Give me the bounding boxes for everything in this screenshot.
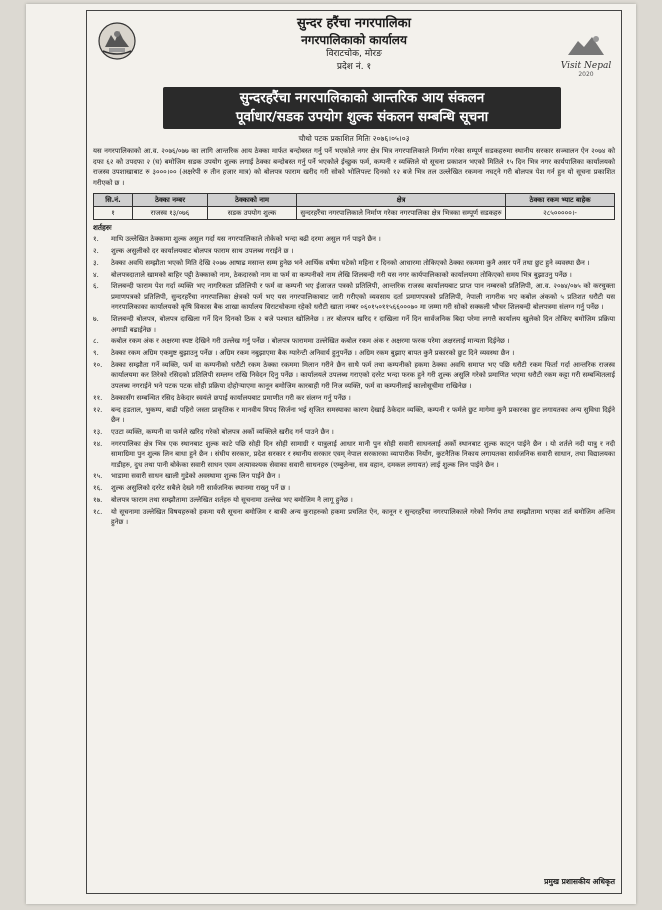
mountain-icon: [566, 33, 606, 57]
term-text: भाडामा सवारी साधन खाली गुडेको अवस्थामा शुल्क लिन पाईने छैन ।: [111, 472, 281, 481]
term-text: बन्द हडताल, भुकम्प, बाढी पहिरो जस्ता प्राकृतिक र मानवीय विपद सिर्जना भई सृजित समस्याका कारण देखाई ठेकेदार व्यक्ति, कम्पनी र फर्मले छुट मागेमा कुनै प्रकारका छुट लगायतका अन्य सुविधा दिईने छैन ।: [111, 405, 615, 425]
list-item: [93, 471, 615, 482]
col-contract-no: ठेक्का नम्बर: [133, 193, 208, 206]
term-number: ११.: [93, 393, 103, 402]
term-text: ठेक्का रकम अग्रिम एकमुष्ट बुझाउनु पर्नेछ । अग्रिम रकम नबुझाएमा बैक ग्यारेन्टी अनिवार्य हुनुपर्नेछ । अग्रिम रकम बुझाए बापत कुनै प्रकारको छुट दिने व्यवस्था छैन ।: [111, 349, 515, 358]
published-date: चौथो पटक प्रकाशित मितिः २०७६।०५।०३: [298, 134, 410, 143]
term-number: १५.: [93, 472, 103, 481]
term-text: शुल्क असुलिको दररेट सबैले देख्ने गरी सार्वजनिक स्थानमा राख्नु पर्ने छ ।: [111, 484, 291, 493]
list-item: [93, 360, 615, 392]
contract-table: [93, 193, 615, 220]
term-text: शुल्क असुलीको दर कार्यालयबाट बोलपत्र फाराम साथ उपलब्ध गराईने छ ।: [111, 246, 294, 255]
list-item: [93, 348, 615, 359]
term-number: १४.: [93, 439, 103, 448]
term-text: ठेक्का अवधि सम्झौता भएको मिति देखि २०७७ आषाढ मसान्त सम्म हुनेछ भने आर्थिक वर्षमा घटेको महिना र दिनको आधारमा तोकिएको ठेक्का रकममा कुनै असर पर्ने तथा छुट हुने व्यवस्था छैन ।: [111, 258, 590, 267]
newspaper-page: [26, 4, 636, 904]
intro-paragraph: यस नगरपालिकाको आ.व. २०७६/०७७ का लागि आन्तरिक आय ठेक्का मार्फत बन्दोबस्त गर्नु पर्ने भएकोले नगर क्षेत्र भित्र नगरपालिकाले निर्माण गरेका सम्पूर्ण सडकहरुमा स्थानीय सरकार सञ्चालन ऐन २०७४ को दफा ६२ को उपदफा २ (घ) बमोजिम सडक उपयोग शुल्क लगाई ठेक्का बन्दोबस्त गर्नु पर्ने भएकोले ईच्छुक फर्म, कम्पनी र व्यक्तिले यो सूचना प्रकाशन भएको मितिले १५ दिन भित्र नगर कार्यपालिका कार्यालयको राजस्व उपशाखाबाट रु ३०००।०० (अक्षरेपी रु तीन हजार मात्र) को बोलपत्र फाराम खरीद गरी सोको भोलिपल्ट दिनको १२ बजे भित्र तल उल्लेखित रकमना नघट्ने गरी बोलपत्र पेश गर्न हुन यो सूचना प्रकाशित गरीएको छ ।: [93, 147, 615, 188]
terms-list: [93, 234, 615, 529]
term-number: ३.: [93, 258, 99, 267]
term-number: १८.: [93, 507, 103, 516]
title-line-1: सुन्दरहरैंचा नगरपालिकाको आन्तरिक आय संकलन: [239, 90, 485, 106]
table-header-row: [94, 193, 615, 206]
visit-nepal-text: Visit Nepal: [560, 61, 612, 71]
list-item: [93, 234, 615, 245]
notice-title-banner: [163, 87, 561, 129]
cell-contract-no: राजस्व १३/०७६: [133, 206, 208, 219]
term-text: नगरपालिका क्षेत्र भित्र एक स्थानबाट शुल्क काटे पछि सोही दिन सोही सामाग्री र यात्रुलाई आधार मानी पुन सोही सवारी साधनलाई अर्को स्थानबाट शुल्क काट्न पाईने छैन । यो शर्तले नदी यात्रु र नदी सामाग्रिमा पुन शुल्क लिन बाधा हुने छैन । संघीय सरकार, प्रदेश सरकार र स्थानीय सरकार एवम् नेपाल सरकारका व्यापारीक निर्योग, कुटनैतिक निकाय लगायतका सार्वजनिक सवारी साधान, तथा विद्यालयका गाडीहरु, दुध तथा पानी बोकेका सवारी साधन एवम अत्यावश्यक सेवाका सवारी साधनहरु (एम्बुलेन्स, सव वहान, दमकल लगायत) लाई शुल्क लिन पाईने छैन ।: [111, 439, 615, 469]
list-item: [93, 281, 615, 313]
list-item: [93, 246, 615, 257]
office-type: नगरपालिकाको कार्यालय: [301, 33, 407, 47]
list-item: [93, 483, 615, 494]
term-number: ७.: [93, 315, 99, 324]
list-item: [93, 270, 615, 281]
signature-title: प्रमुख प्रशासकीय अधिकृत: [544, 877, 615, 886]
table-row: [94, 206, 615, 219]
visit-nepal-logo: [557, 33, 615, 77]
term-text: माथि उल्लेखित ठेक्कामा शुल्क असुल गर्दा यस नगरपालिकाले तोकेको भन्दा बढी दरमा असुल गर्न पाइने छैन ।: [111, 235, 381, 244]
list-item: [93, 336, 615, 347]
term-text: कबोल रकम अंक र अक्षरमा स्पष्ट देखिने गरी उल्लेख गर्नु पर्नेछ । बोलपत्र फाराममा उल्लेखित कबोल रकम अंक र अक्षरमा फरक परेमा अक्षरलाई मान्यता दिईनेछ ।: [111, 337, 510, 346]
cell-sn: १: [94, 206, 133, 219]
term-text: ठेक्का सम्झौता गर्ने व्यक्ति, फर्म वा कम्पनीको धरौटी रकम ठेक्का रकममा मिलान गरीने छैन साथै फर्म तथा कम्पनीको हकमा ठेक्का अवधि समाप्त भए पछि धरौटी रकम फिर्ता गर्दा आन्तरिक राजस्व कार्यालयमा कर तिरेको रसिदको प्रतिलिपी सम्लग्न राखि निवेदन दिनु पर्नेछ । कार्यालयले उपलब्ध गराएको दररेट भन्दा फरक हुने गरी शुल्क असुलि गरेको प्रमाणित भएमा धरौटी रकम कट्टा गरी सम्बन्धितलाई उपलब्ध नगराईने भने पटक पटक सोही प्रक्रिया दोहोऱ्याएमा कानून बमोजिम कारबाही गरी निज व्यक्ति, फर्म वा कम्पनीलाई कालोसूचीमा राखिनेछ ।: [111, 360, 615, 390]
list-item: [93, 393, 615, 404]
notice-header: [93, 15, 615, 87]
term-number: ९.: [93, 349, 99, 358]
cell-area: सुन्दरहरैंचा नगरपालिकाले निर्माण गरेका नगरपालिका क्षेत्र भित्रका सम्पूर्ण सडकहरु: [297, 206, 506, 219]
terms-heading: शर्तहरुः: [93, 222, 112, 232]
notice-frame: [86, 10, 622, 894]
col-area: क्षेत्र: [297, 193, 506, 206]
title-line-2: पूर्वाधार/सडक उपयोग शुल्क संकलन सम्बन्धि सूचना: [235, 109, 489, 125]
list-item: [93, 439, 615, 471]
office-name: सुन्दर हरैंचा नगरपालिका: [296, 16, 412, 31]
term-number: १७.: [93, 496, 103, 505]
list-item: [93, 314, 615, 335]
term-number: ६.: [93, 282, 99, 291]
nepal-emblem-icon: [97, 21, 137, 61]
col-amount: ठेक्का रकम भ्याट बाहेक: [506, 193, 615, 206]
term-number: १.: [93, 235, 99, 244]
term-text: यो सूचनामा उल्लेखित विषयहरुको हकमा यसै सूचना बमोजिम र बाकी अन्य कुराहरुको हकमा प्रचलित ऐन, कानून र सुन्दरहरैंचा नगरपालिकाले गरेको निर्णय तथा सम्झौतामा भएका शर्त बमोजिम अन्तिम हुनेछ ।: [111, 507, 615, 527]
col-contract-name: ठेक्काको नाम: [208, 193, 297, 206]
term-number: २.: [93, 246, 99, 255]
term-text: ठेक्कासँग सम्बन्धित रसिद ठेकेदार स्वयंले छपाई कार्यालयबाट प्रमाणीत गरी कर संलग्न गर्नु पर्नेछ ।: [111, 393, 351, 402]
list-item: [93, 405, 615, 426]
office-address: विराटचोक, मोरङ: [326, 49, 382, 59]
term-number: १२.: [93, 405, 103, 414]
cell-amount: २८५०००००।-: [506, 206, 615, 219]
list-item: [93, 258, 615, 269]
term-text: एउटा व्यक्ति, कम्पनी वा फर्मले खरिद गरेको बोलपत्र अर्को व्यक्तिले खरीद गर्न पाउने छैन ।: [111, 427, 334, 436]
term-text: शिलबन्दी बोलपत्र, बोलपत्र दाखिला गर्ने दिन दिनको ठिक २ बजे पश्चात खोलिनेछ । तर बोलपत्र खरिद र दाखिला गर्ने दिन सार्वजनिक बिदा परेमा लगत्तै कार्यालय खुलेको दिन तोकिए बमोजिम प्रक्रिया अगाडी बढाईनेछ ।: [111, 315, 615, 334]
term-number: १०.: [93, 360, 103, 369]
term-number: ८.: [93, 337, 99, 346]
list-item: [93, 495, 615, 506]
term-number: १६.: [93, 484, 103, 493]
term-number: १३.: [93, 427, 103, 436]
list-item: [93, 427, 615, 438]
list-item: [93, 507, 615, 528]
visit-nepal-year: 2020: [578, 71, 594, 78]
term-number: ४.: [93, 270, 99, 279]
term-text: बोलपत्र फाराम तथा सम्झौतामा उल्लेखित शर्तहरु यो सूचनामा उल्लेख भए बमोजिम नै लागू हुनेछ ।: [111, 496, 353, 505]
col-sn: सि.नं.: [94, 193, 133, 206]
cell-contract-name: सडक उपयोग शुल्क: [208, 206, 297, 219]
province: प्रदेश नं. १: [336, 62, 372, 72]
term-text: बोलपत्रदाताले खामको बाहिर पट्टी ठेक्काको नाम, ठेकदारको नाम वा फर्म वा कम्पनीको नाम लेखि शिलबन्दी गरी यस नगर कार्यपालिकाको कार्यालयमा तोकिएको समय भित्र बुझाउनु पर्नेछ ।: [111, 270, 572, 279]
term-text: शिलबन्दी फाराम पेश गर्दा व्यक्ति भए नागरिकता प्रतिलिपी र फर्म वा कम्पनी भए ईजाजत पत्रको प्रतिलिपी, आन्तरिक राजस्व कार्यालयबाट प्राप्त पान नम्बरको प्रतिलिपी, आ.व. २०७४/०७५ को करचुक्ता प्रमाणपत्रको प्रतिलिपी, सुन्दरहरैंचा नगरपालिका क्षेत्रको फर्म भए यस नगरपालिकाबाट जारी गरीएको व्यवसाय दर्ता प्रमाणपत्रको प्रतिलिपी, नेपाली नागरीक भए कबोल अंकको ५ प्रतिशत धरौटी यस नगरपालिकाका कार्यालयको कृषि विकास बैक शाखा कार्यालय विराटचोकमा रहेको धरौटी खाता नम्बर ०६०१५०११५६६०००७० मा जम्मा गरी सोको सक्कली भौचर शिलबन्दी बोलपत्रमा संलग्न गर्नु पर्नेछ ।: [111, 282, 615, 312]
